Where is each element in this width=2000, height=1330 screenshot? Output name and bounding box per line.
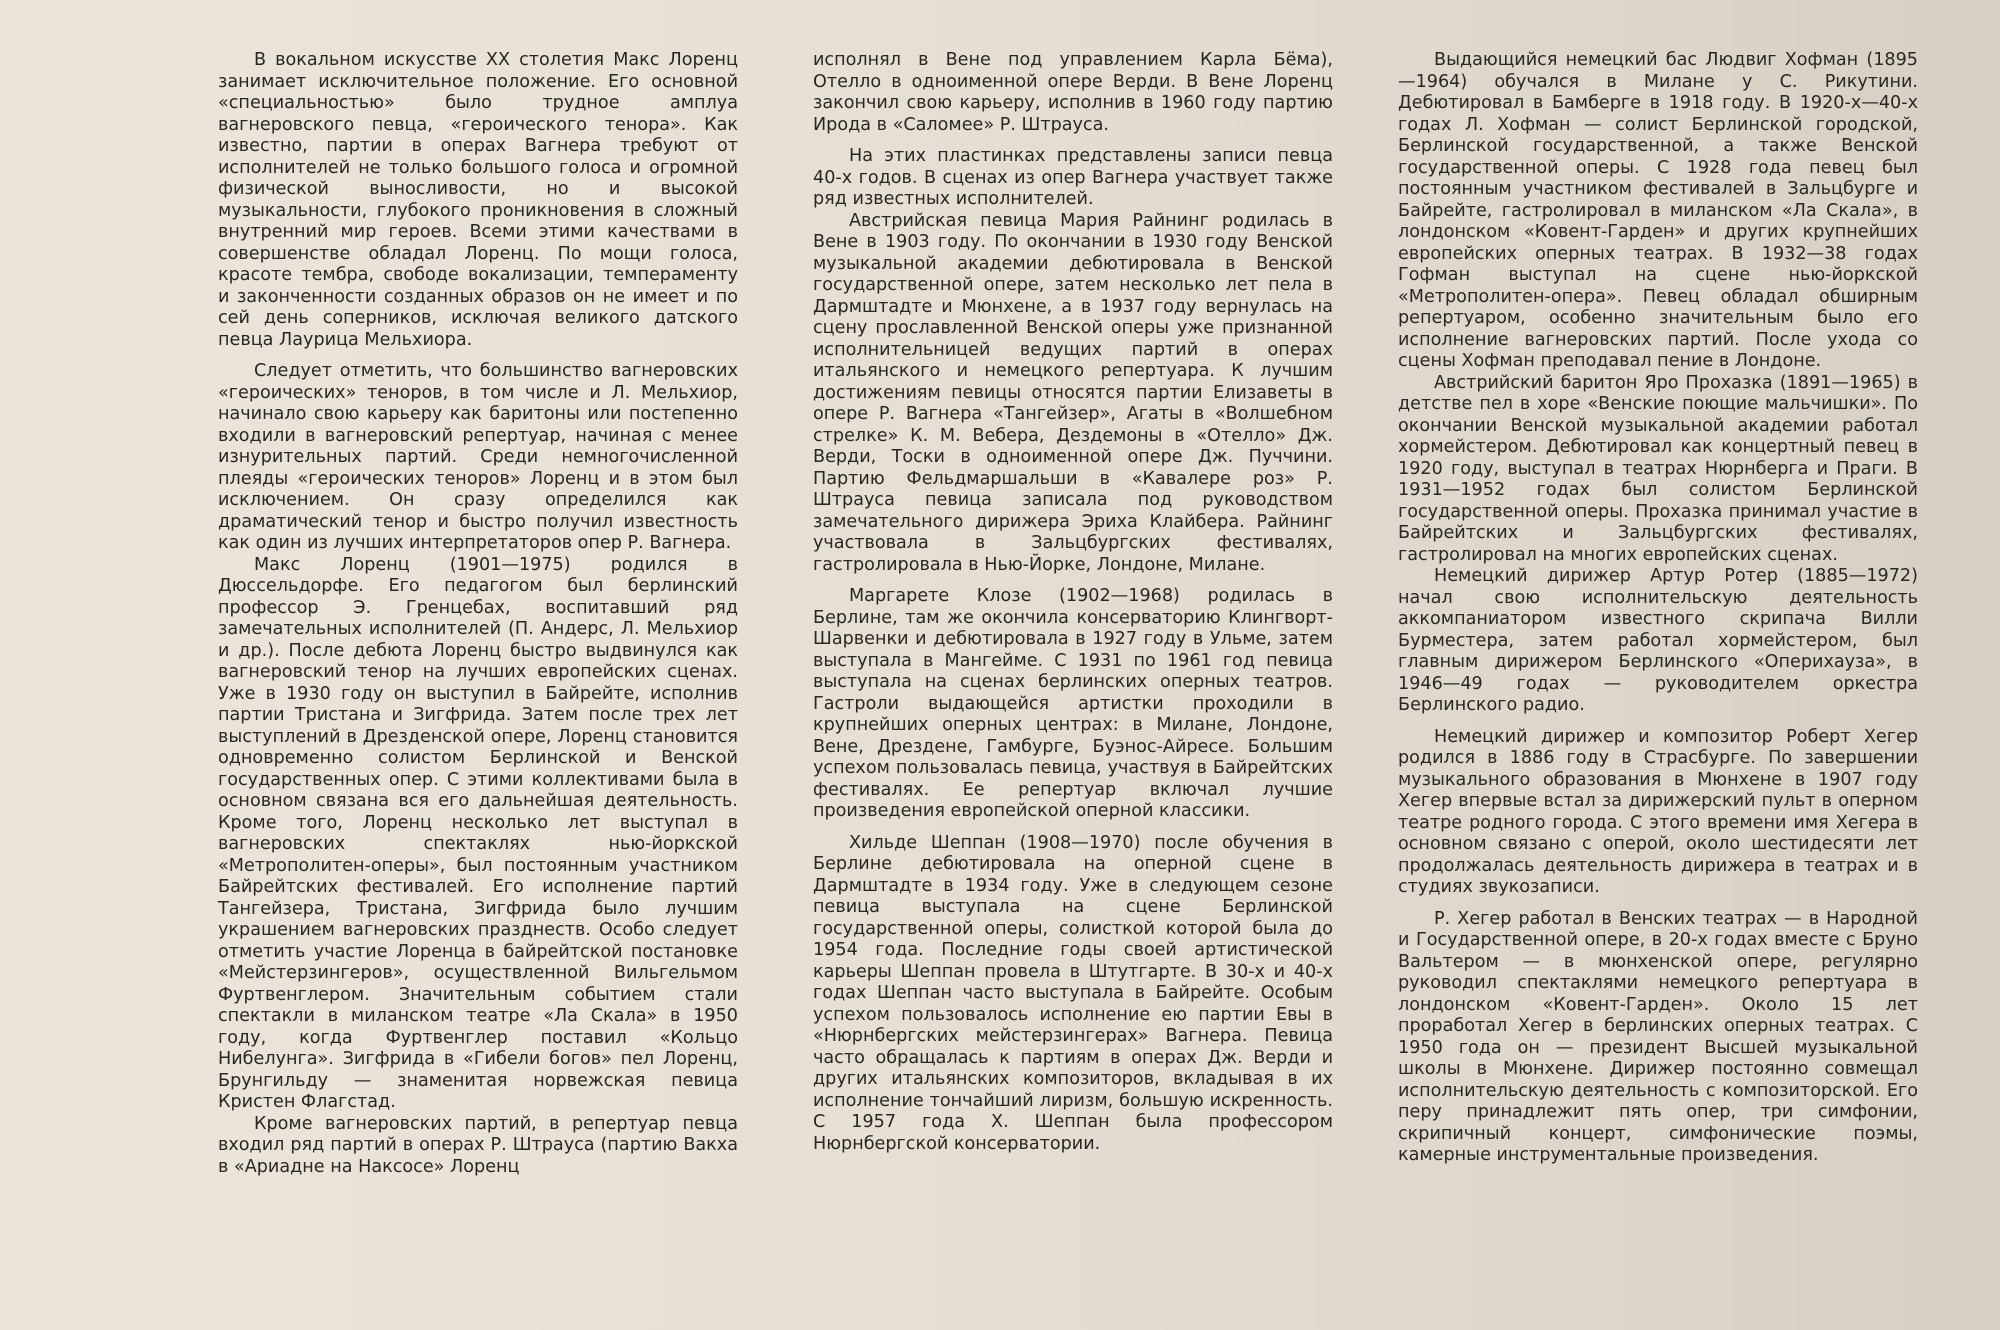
paragraph: Выдающийся немецкий бас Людвиг Хофман (1895—1964) обучался в Милане у С. Рикутини. Дебютировал в Бамберге в 1918 году. В 1920-х—40-х годах Л. Хофман — солист Берлинской городской, Берлинской государственной, а также Венской государственной оперы. С 1928 года певец был постоянным участником фестивалей в Зальцбурге и Байрейте, гастролировал в миланском «Ла Скала», в лондонском «Ковент-Гарден» и других крупнейших европейских оперных театрах. В 1932—38 годах Гофман выступал на сцене нью-йоркской «Метрополитен-опера». Певец обладал обширным репертуаром, особенно значительным было его исполнение вагнеровских партий. После ухода со сцены Хофман преподавал пение в Лондоне.	[1398, 50, 1918, 371]
paragraph: исполнял в Вене под управлением Карла Бёма), Отелло в одноименной опере Верди. В Вене Лоренц закончил свою карьеру, исполнив в 1960 году партию Ирода в «Саломее» Р. Штрауса.	[813, 50, 1333, 135]
paragraph: На этих пластинках представлены записи певца 40-х годов. В сценах из опер Вагнера участвует также ряд известных исполнителей.	[813, 146, 1333, 209]
paragraph: Немецкий дирижер и композитор Роберт Хегер родился в 1886 году в Страсбурге. По завершении музыкального образования в Мюнхене в 1907 году Хегер впервые встал за дирижерский пульт в оперном театре родного города. С этого времени имя Хегера в основном связано с оперой, около шестидесяти лет продолжалась деятельность дирижера в театрах и в студиях звукозаписи.	[1398, 726, 1918, 897]
paragraph: Австрийский баритон Яро Прохазка (1891—1965) в детстве пел в хоре «Венские поющие мальчишки». По окончании Венской музыкальной академии работал хормейстером. Дебютировал как концертный певец в 1920 году, выступал в театрах Нюрнберга и Праги. В 1931—1952 годах был солистом Берлинской государственной оперы. Прохазка принимал участие в Байрейтских и Зальцбургских фестивалях, гастролировал на многих европейских сценах.	[1398, 372, 1918, 565]
text-column-1	[218, 50, 738, 1178]
paragraph: Маргарете Клозе (1902—1968) родилась в Берлине, там же окончила консерваторию Клингворт-Шарвенки и дебютировала в 1927 году в Ульме, затем выступала в Мангейме. С 1931 по 1961 год певица выступала на сценах берлинских оперных театров. Гастроли выдающейся артистки проходили в крупнейших оперных центрах: в Милане, Лондоне, Вене, Дрездене, Гамбурге, Буэнос-Айресе. Большим успехом пользовалась певица, участвуя в Байрейтских фестивалях. Ее репертуар включал лучшие произведения европейской оперной классики.	[813, 586, 1333, 821]
paragraph: Р. Хегер работал в Венских театрах — в Народной и Государственной опере, в 20-х годах вместе с Бруно Вальтером — в мюнхенской опере, регулярно руководил спектаклями немецкого репертуара в лондонском «Ковент-Гарден». Около 15 лет проработал Хегер в берлинских оперных театрах. С 1950 года он — президент Высшей музыкальной школы в Мюнхене. Дирижер постоянно совмещал исполнительскую деятельность с композиторской. Его перу принадлежит пять опер, три симфонии, скрипичный концерт, симфонические поэмы, камерные инструментальные произведения.	[1398, 908, 1918, 1165]
paragraph: Кроме вагнеровских партий, в репертуар певца входил ряд партий в операх Р. Штрауса (партию Вакха в «Ариадне на Наксосе» Лоренц	[218, 1113, 738, 1177]
paragraph: Хильде Шеппан (1908—1970) после обучения в Берлине дебютировала на оперной сцене в Дармштадте в 1934 году. Уже в следующем сезоне певица выступала на сцене Берлинской государственной оперы, солисткой которой была до 1954 года. Последние годы своей артистической карьеры Шеппан провела в Штутгарте. В 30-х и 40-х годах Шеппан часто выступала в Байрейте. Особым успехом пользовалось исполнение ею партии Евы в «Нюрнбергских мейстерзингерах» Вагнера. Певица часто обращалась к партиям в операх Дж. Верди и других итальянских композиторов, вкладывая в их исполнение тончайший лиризм, большую искренность. С 1957 года Х. Шеппан была профессором Нюрнбергской консерватории.	[813, 832, 1333, 1154]
paragraph: Австрийская певица Мария Райнинг родилась в Вене в 1903 году. По окончании в 1930 году Венской музыкальной академии дебютировала в Венской государственной опере, затем несколько лет пела в Дармштадте и Мюнхене, а в 1937 году вернулась на сцену прославленной Венской оперы уже признанной исполнительницей ведущих партий в операх итальянского и немецкого репертуара. К лучшим достижениям певицы относятся партии Елизаветы в опере Р. Вагнера «Тангейзер», Агаты в «Волшебном стрелке» К. М. Вебера, Дездемоны в «Отелло» Дж. Верди, Тоски в одноименной опере Дж. Пуччини. Партию Фельдмаршальши в «Кавалере роз» Р. Штрауса певица записала под руководством замечательного дирижера Эриха Клайбера. Райнинг участвовала в Зальцбургских фестивалях, гастролировала в Нью-Йорке, Лондоне, Милане.	[813, 210, 1333, 575]
paragraph: В вокальном искусстве XX столетия Макс Лоренц занимает исключительное положение. Его основной «специальностью» было трудное амплуа вагнеровского певца, «героического тенора». Как известно, партии в операх Вагнера требуют от исполнителей не только большого голоса и огромной физической выносливости, но и высокой музыкальности, глубокого проникновения в сложный внутренний мир героев. Всеми этими качествами в совершенстве обладал Лоренц. По мощи голоса, красоте тембра, свободе вокализации, темпераменту и законченности созданных образов он не имеет и по сей день соперников, исключая великого датского певца Лаурица Мельхиора.	[218, 50, 738, 350]
paragraph: Следует отметить, что большинство вагнеровских «героических» теноров, в том числе и Л. Мельхиор, начинало свою карьеру как баритоны или постепенно входили в вагнеровский репертуар, начиная с менее изнурительных партий. Среди немногочисленной плеяды «героических теноров» Лоренц и в этом был исключением. Он сразу определился как драматический тенор и быстро получил известность как один из лучших интерпретаторов опер Р. Вагнера.	[218, 361, 738, 553]
paragraph: Немецкий дирижер Артур Ротер (1885—1972) начал свою исполнительскую деятельность аккомпаниатором известного скрипача Вилли Бурместера, затем работал хормейстером, был главным дирижером Берлинского «Оперихауза», в 1946—49 годах — руководителем оркестра Берлинского радио.	[1398, 566, 1918, 715]
text-column-2	[813, 50, 1333, 1155]
text-column-3	[1398, 50, 1918, 1167]
paragraph: Макс Лоренц (1901—1975) родился в Дюссельдорфе. Его педагогом был берлинский профессор Э. Гренцебах, воспитавший ряд замечательных исполнителей (П. Андерс, Л. Мельхиор и др.). После дебюта Лоренц быстро выдвинулся как вагнеровский тенор на лучших европейских сценах. Уже в 1930 году он выступил в Байрейте, исполнив партии Тристана и Зигфрида. Затем после трех лет выступлений в Дрезденской опере, Лоренц становится одновременно солистом Берлинской и Венской государственных опер. С этими коллективами была в основном связана вся его дальнейшая деятельность. Кроме того, Лоренц несколько лет выступал в вагнеровских спектаклях нью-йоркской «Метрополитен-оперы», был постоянным участником Байрейтских фестивалей. Его исполнение партий Тангейзера, Тристана, Зигфрида было лучшим украшением вагнеровских празднеств. Особо следует отметить участие Лоренца в байрейтской постановке «Мейстерзингеров», осуществленной Вильгельмом Фуртвенглером. Значительным событием стали спектакли в миланском театре «Ла Скала» в 1950 году, когда Фуртвенглер поставил «Кольцо Нибелунга». Зигфрида в «Гибели богов» пел Лоренц, Брунгильду — знаменитая норвежская певица Кристен Флагстад.	[218, 554, 738, 1112]
